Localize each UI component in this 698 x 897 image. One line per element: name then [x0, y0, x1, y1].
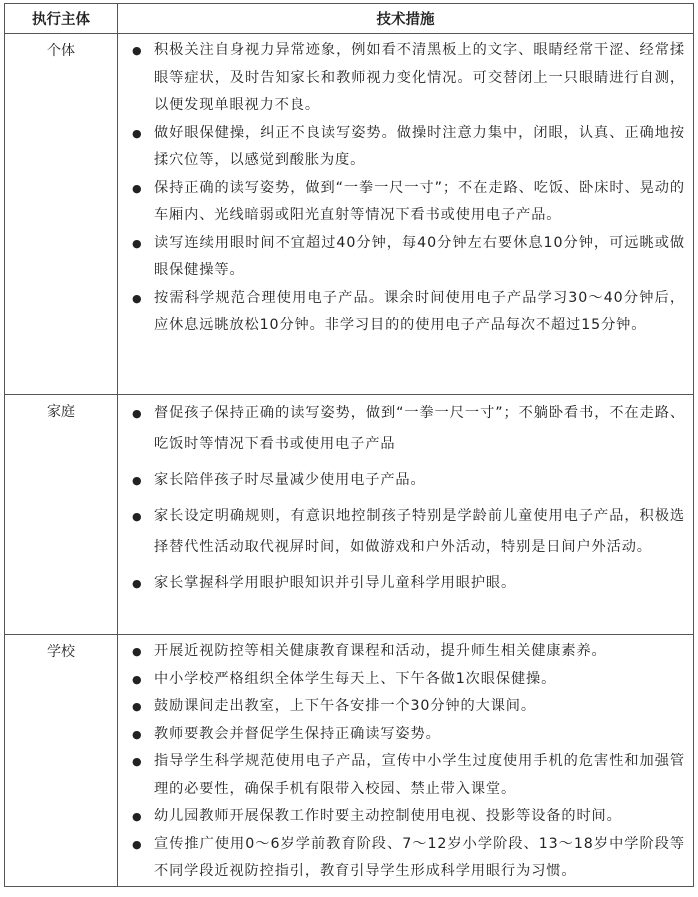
bullet-icon: ●: [132, 837, 143, 851]
list-item: [120, 285, 685, 340]
list-item-text: 鼓励课间走出教室，上下午各安排一个30分钟的大课间。: [154, 698, 536, 714]
bullet-icon: ●: [132, 810, 143, 823]
bullet-icon: ●: [132, 755, 143, 768]
list-item: [120, 638, 685, 666]
table-row: [5, 635, 694, 887]
list-item: [120, 831, 685, 886]
list-item-text: 按需科学规范合理使用电子产品。课余时间使用电子产品学习30～40分钟后，应休息远眺放松10分钟。非学习目的的使用电子产品每次不超过15分钟。: [154, 289, 685, 333]
subject-cell: 家庭: [5, 395, 118, 635]
list-item-text: 幼儿园教师开展保教工作时要主动控制使用电视、投影等设备的时间。: [154, 808, 622, 824]
list-item-text: 积极关注自身视力异常迹象，例如看不清黑板上的文字、眼睛经常干涩、经常揉眼等症状，及时告知家长和教师视力变化情况。可交替闭上一只眼睛进行自测，以便发现单眼视力不良。: [154, 42, 685, 113]
list-item-text: 家长设定明确规则，有意识地控制孩子特别是学龄前儿童使用电子产品，积极选择替代性活动取代视屏时间，如做游戏和户外活动，特别是日间户外活动。: [154, 508, 685, 555]
header-subject: 执行主体: [5, 4, 118, 34]
bullet-icon: ●: [132, 181, 143, 195]
bullet-icon: ●: [132, 672, 143, 686]
list-item-text: 家长陪伴孩子时尽量减少使用电子产品。: [154, 472, 426, 488]
list-item: [120, 568, 685, 599]
bullet-icon: ●: [132, 510, 143, 523]
list-item: [120, 230, 685, 285]
bullet-icon: ●: [132, 126, 143, 140]
list-item: [120, 666, 685, 694]
measure-list: [118, 395, 693, 599]
list-item: [120, 398, 685, 460]
list-item: [120, 465, 685, 496]
bullet-icon: ●: [132, 700, 143, 713]
list-item-text: 教师要教会并督促学生保持正确读写姿势。: [154, 725, 441, 742]
bullet-icon: ●: [132, 44, 143, 57]
list-item-text: 保持正确的读写姿势，做到“一拳一尺一寸”；不在走路、吃饭、卧床时、晃动的车厢内、光线暗弱或阳光直射等情况下看书或使用电子产品。: [154, 179, 685, 223]
list-item-text: 中小学校严格组织全体学生每天上、下午各做1次眼保健操。: [154, 670, 557, 687]
list-item-text: 做好眼保健操，纠正不良读写姿势。做操时注意力集中，闭眼，认真、正确地按揉穴位等，以感觉到酸胀为度。: [154, 124, 685, 168]
subject-cell: 学校: [5, 635, 118, 887]
measure-list: [118, 34, 693, 340]
list-item: [120, 120, 685, 175]
list-item: [120, 803, 685, 831]
list-item: [120, 693, 685, 721]
list-item: [120, 748, 685, 803]
header-measures: 技术措施: [118, 4, 694, 34]
list-item-text: 读写连续用眼时间不宜超过40分钟，每40分钟左右要休息10分钟，可远眺或做眼保健操等。: [154, 234, 685, 278]
list-item-text: 督促孩子保持正确的读写姿势，做到“一拳一尺一寸”；不躺卧看书，不在走路、吃饭时等情况下看书或使用电子产品: [154, 405, 685, 452]
list-item-text: 开展近视防控等相关健康教育课程和活动，提升师生相关健康素养。: [154, 643, 607, 659]
table-row: [5, 395, 694, 635]
list-item: [120, 501, 685, 563]
list-item-text: 宣传推广使用0～6岁学前教育阶段、7～12岁小学阶段、13～18岁中学阶段等不同学段近视防控指引，教育引导学生形成科学用眼行为习惯。: [154, 835, 685, 879]
bullet-icon: ●: [132, 645, 143, 658]
list-item-text: 指导学生科学规范使用电子产品，宣传中小学生过度使用手机的危害性和加强管理的必要性，确保手机有限带入校园、禁止带入课堂。: [154, 753, 685, 797]
bullet-icon: ●: [132, 407, 143, 420]
bullet-icon: ●: [132, 577, 143, 590]
measure-list: [118, 635, 693, 886]
measures-cell: [118, 395, 694, 635]
table-row: [5, 34, 694, 395]
bullet-icon: ●: [132, 291, 143, 305]
list-item: [120, 721, 685, 749]
bullet-icon: ●: [132, 236, 143, 250]
subject-cell: 个体: [5, 34, 118, 395]
bullet-icon: ●: [132, 727, 143, 741]
header-row: [5, 4, 694, 34]
list-item: [120, 175, 685, 230]
bullet-icon: ●: [132, 474, 143, 487]
list-item: [120, 37, 685, 120]
measures-table: [4, 3, 694, 887]
list-item-text: 家长掌握科学用眼护眼知识并引导儿童科学用眼护眼。: [154, 575, 517, 591]
measures-cell: [118, 635, 694, 887]
measures-cell: [118, 34, 694, 395]
